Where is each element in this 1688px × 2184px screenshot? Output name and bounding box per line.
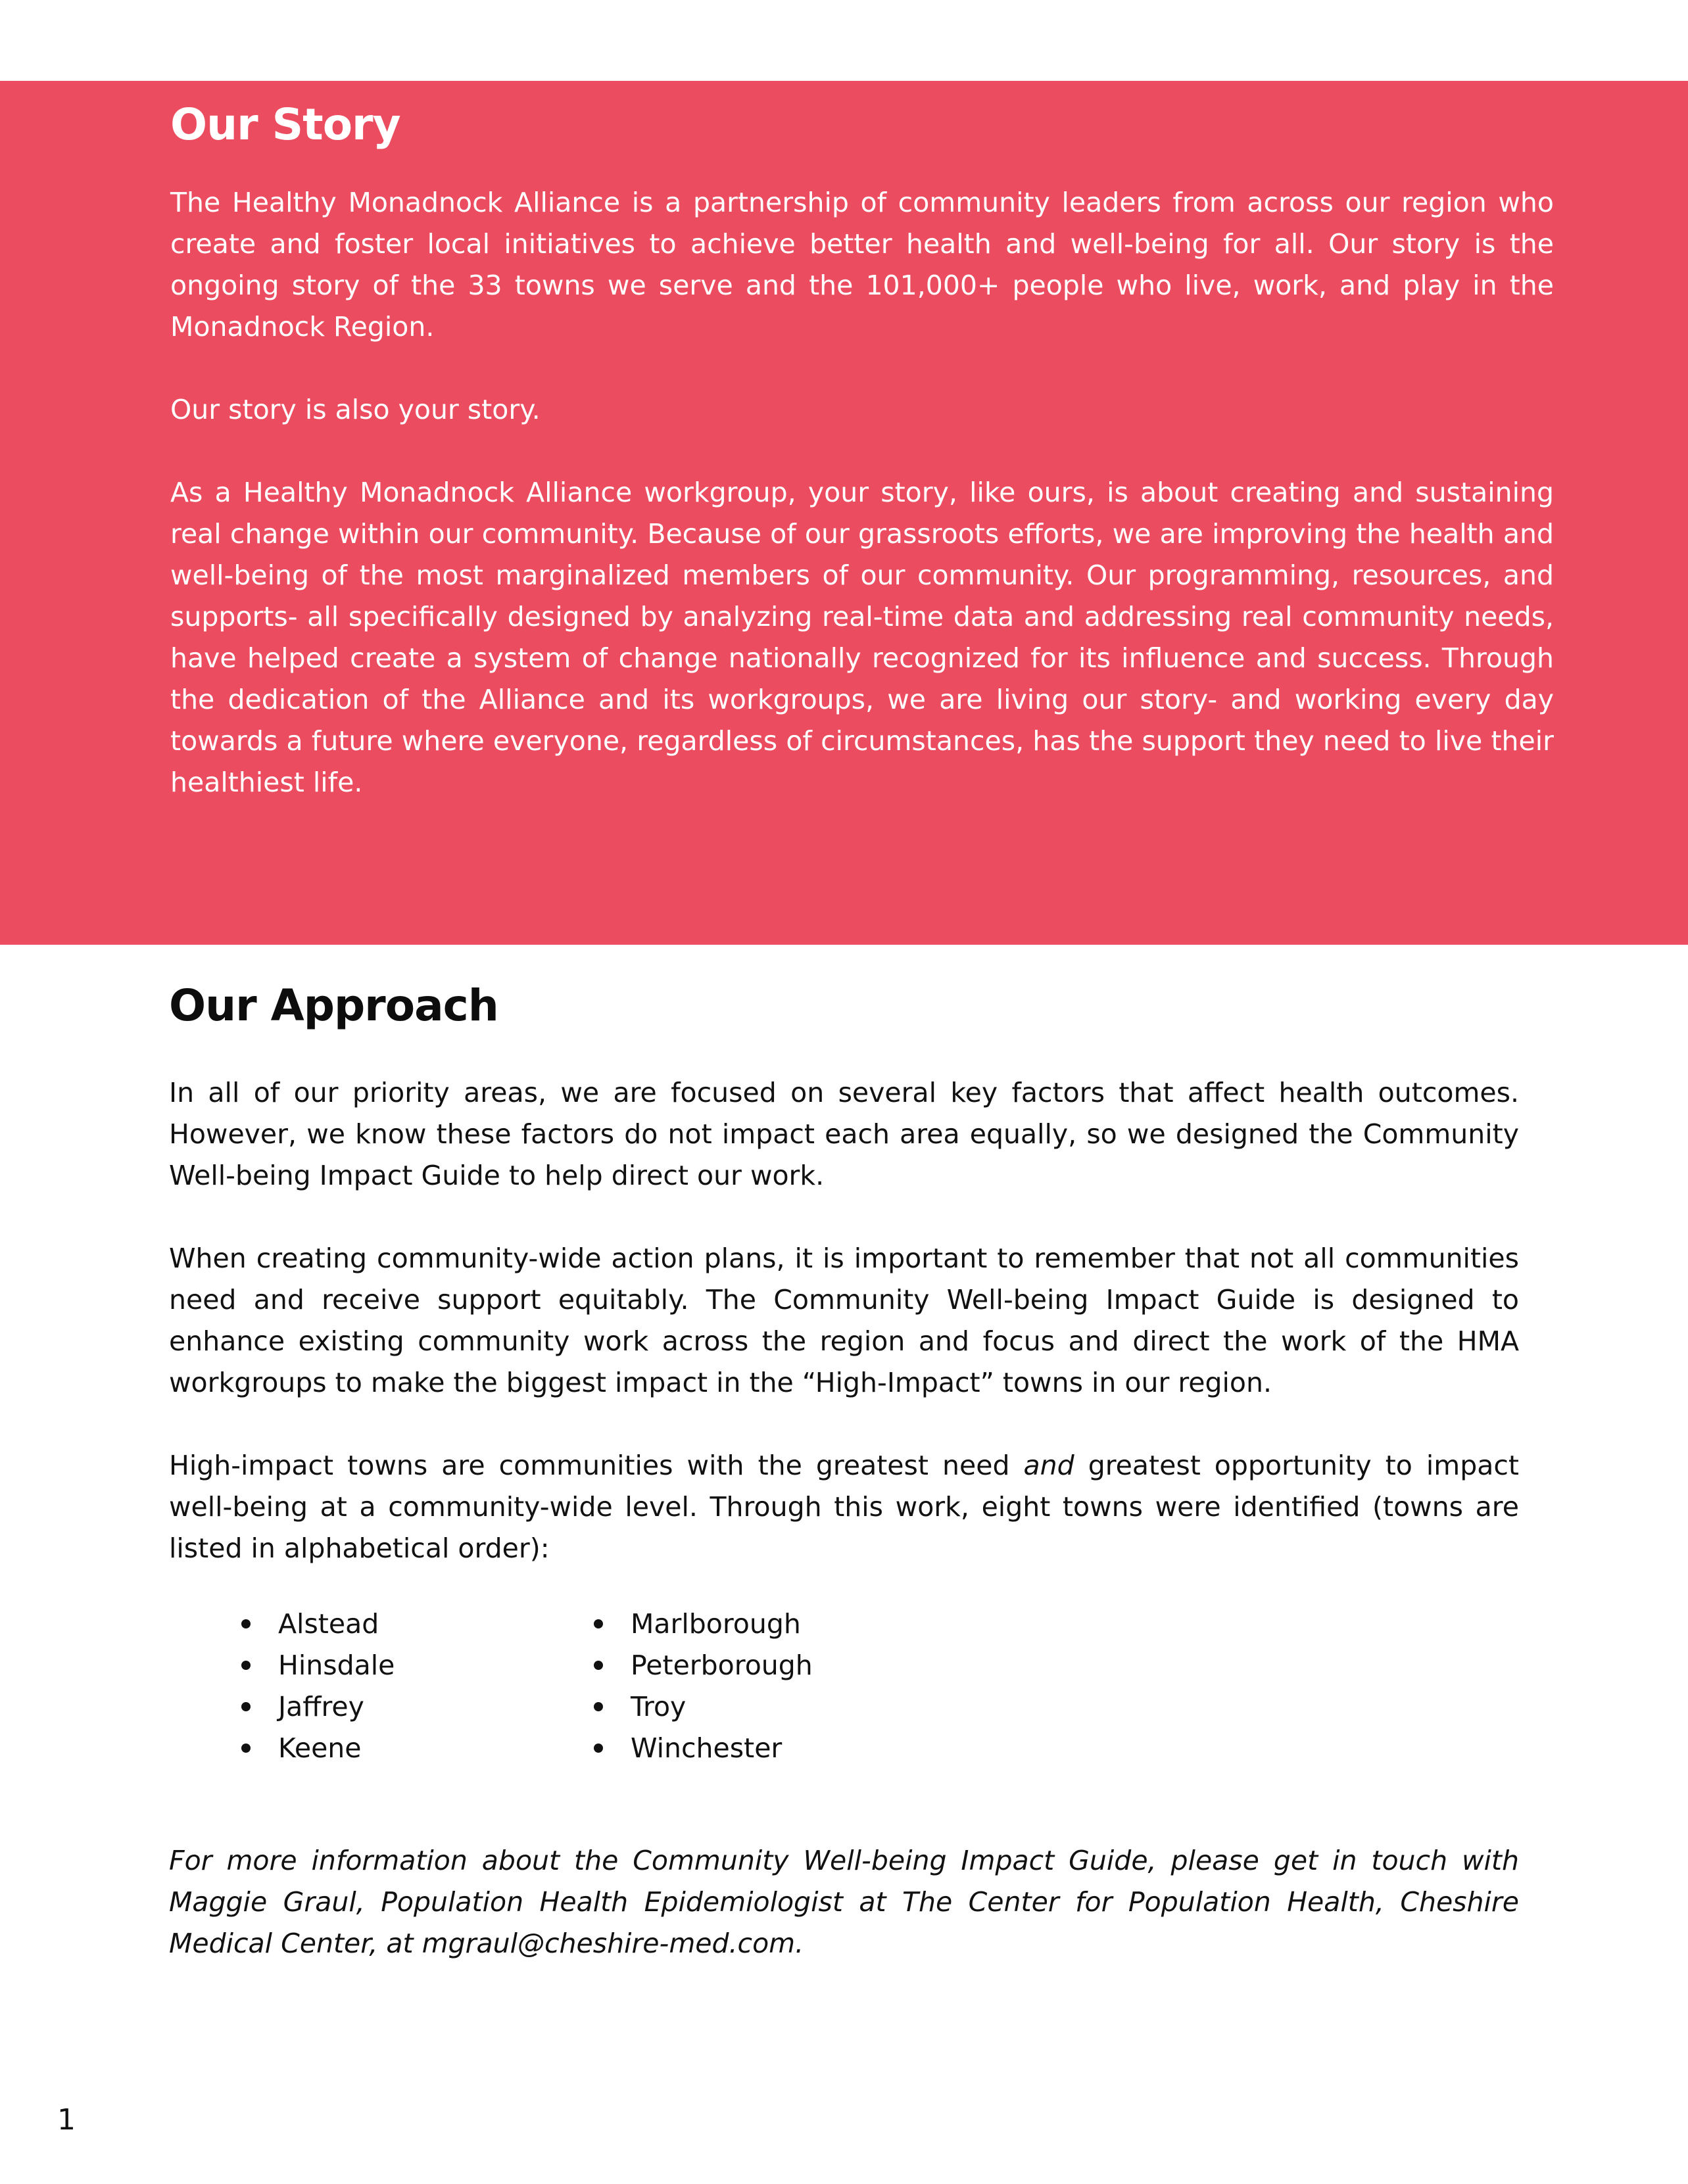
towns-column-left [278,1603,395,1769]
our-story-heading: Our Story [170,99,400,150]
our-approach-heading: Our Approach [169,980,498,1031]
bullet-icon [241,1661,251,1670]
high-impact-towns-list [169,1603,1519,1769]
page-number: 1 [57,2103,76,2137]
approach-paragraph: In all of our priority areas, we are focused on several key factors that affect health outcomes. However, we know these factors do not impact each area equally, so we designed the Community Well-being Impact Guide to help direct our work. [169,1077,1519,1192]
bullet-icon [594,1702,603,1711]
town-list-item: Winchester [631,1728,813,1769]
town-list-item: Hinsdale [278,1645,395,1686]
town-list-item: Troy [631,1686,813,1728]
town-list-item: Peterborough [631,1645,813,1686]
story-paragraph: As a Healthy Monadnock Alliance workgroup, your story, like ours, is about creating and sustaining real change within our community. Because of our grassroots efforts, we are improving the health and well-being of the most marginalized members of our community. Our programming, resources, and supports- all specifically designed by analyzing real-time data and addressing real community needs, have helped create a system of change nationally recognized for its influence and success. Through the dedication of the Alliance and its workgroups, we are living our story- and working every day towards a future where everyone, regardless of circumstances, has the support they need to live their healthiest life. [170,477,1554,799]
story-paragraph: The Healthy Monadnock Alliance is a partnership of community leaders from across our region who create and foster local initiatives to achieve better health and well-being for all. Our story is the ongoing story of the 33 towns we serve and the 101,000+ people who live, work, and play in the Monadnock Region. [170,187,1554,343]
paragraph-text: greatest opportunity to impact well-being at a community-wide level. Through this work, eight towns were identified (towns are listed in alphabetical order): [169,1450,1519,1565]
approach-paragraph [169,1445,1519,1569]
contact-note: For more information about the Community Well-being Impact Guide, please get in touch with Maggie Graul, Population Health Epidemiologist at The Center for Population Health, Cheshire Medical Center, at mgraul@cheshire-med.com. [169,1845,1519,1960]
town-list-item: Marlborough [631,1603,813,1645]
bullet-icon [594,1661,603,1670]
towns-column-right [631,1603,813,1769]
town-list-item: Jaffrey [278,1686,395,1728]
paragraph-text: High-impact towns are communities with the greatest need [169,1450,1024,1482]
bullet-icon [594,1744,603,1753]
town-list-item: Alstead [278,1603,395,1645]
bullet-icon [241,1744,251,1753]
bullet-icon [241,1619,251,1628]
story-paragraph: Our story is also your story. [170,394,541,426]
our-approach-section [169,980,1519,1964]
town-list-item: Keene [278,1728,395,1769]
bullet-icon [241,1702,251,1711]
emphasis-text: and [1023,1450,1074,1482]
approach-paragraph: When creating community-wide action plans, it is important to remember that not all communities need and receive support equitably. The Community Well-being Impact Guide is designed to enhance existing community work across the region and focus and direct the work of the HMA workgroups to make the biggest impact in the “High-Impact” towns in our region. [169,1243,1519,1399]
bullet-icon [594,1619,603,1628]
our-story-content [170,99,1554,803]
